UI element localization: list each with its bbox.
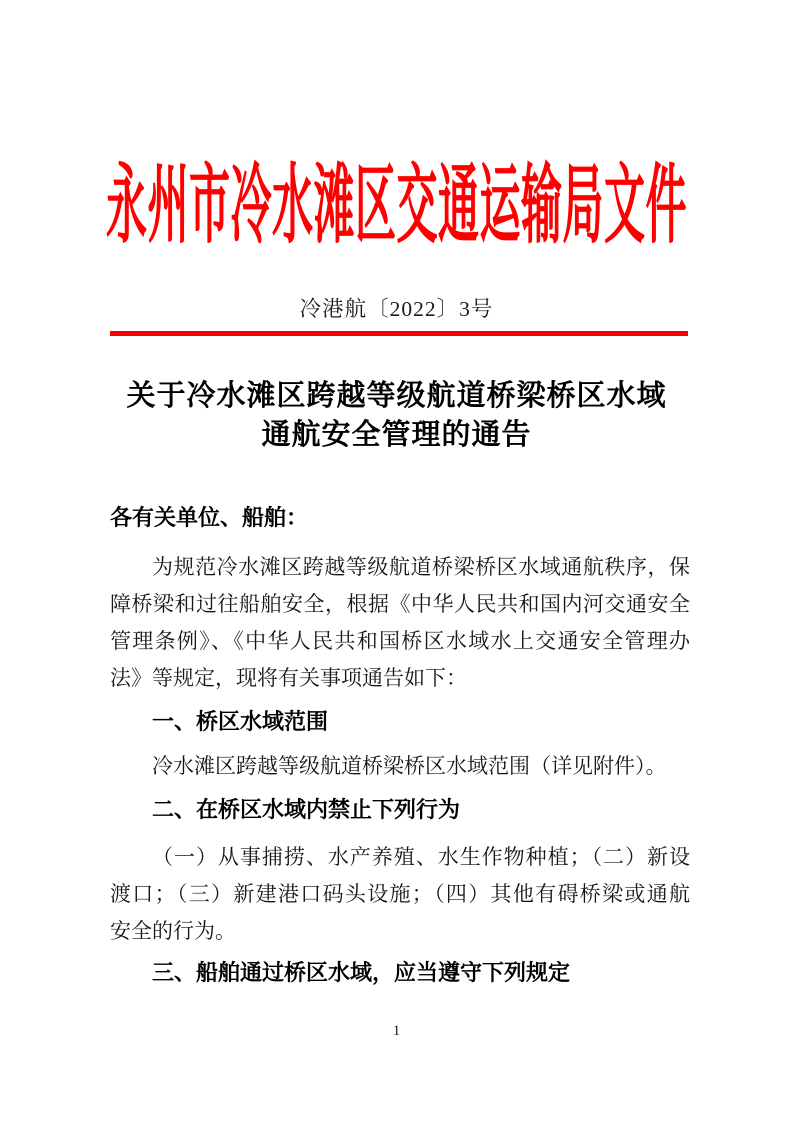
document-title-line2: 通航安全管理的通告	[261, 419, 532, 451]
document-title-line1: 关于冷水滩区跨越等级航道桥梁桥区水域	[126, 380, 667, 412]
paragraph-line: 为规范冷水滩区跨越等级航道桥梁桥区水域通航秩序，保	[152, 555, 690, 579]
agency-letterhead-title: 永州市冷水滩区交通运输局文件	[106, 156, 687, 254]
section-heading-3: 三、船舶通过桥区水域，应当遵守下列规定	[152, 960, 571, 985]
document-body	[110, 499, 690, 991]
paragraph-line: 冷水滩区跨越等级航道桥梁桥区水域范围（详见附件）。	[152, 754, 667, 778]
page-number: 1	[392, 1023, 401, 1039]
paragraph-line: 安全的行为。	[110, 919, 236, 943]
paragraph-line: 管理条例》、《中华人民共和国桥区水域水上交通安全管理办	[110, 629, 690, 653]
red-divider-line	[110, 331, 688, 336]
document-title	[0, 377, 793, 455]
salutation: 各有关单位、船舶：	[110, 505, 309, 530]
section-heading-2: 二、在桥区水域内禁止下列行为	[152, 797, 461, 822]
paragraph-line: （一）从事捕捞、水产养殖、水生作物种植；（二）新设	[152, 845, 690, 869]
paragraph-line: 渡口；（三）新建港口码头设施；（四）其他有碍桥梁或通航	[110, 882, 690, 906]
document-number: 冷港航〔2022〕3号	[299, 297, 494, 321]
paragraph-line: 障桥梁和过往船舶安全，根据《中华人民共和国内河交通安全	[110, 592, 690, 616]
section-heading-1: 一、桥区水域范围	[152, 709, 329, 734]
paragraph-line: 法》等规定，现将有关事项通告如下：	[110, 666, 467, 690]
